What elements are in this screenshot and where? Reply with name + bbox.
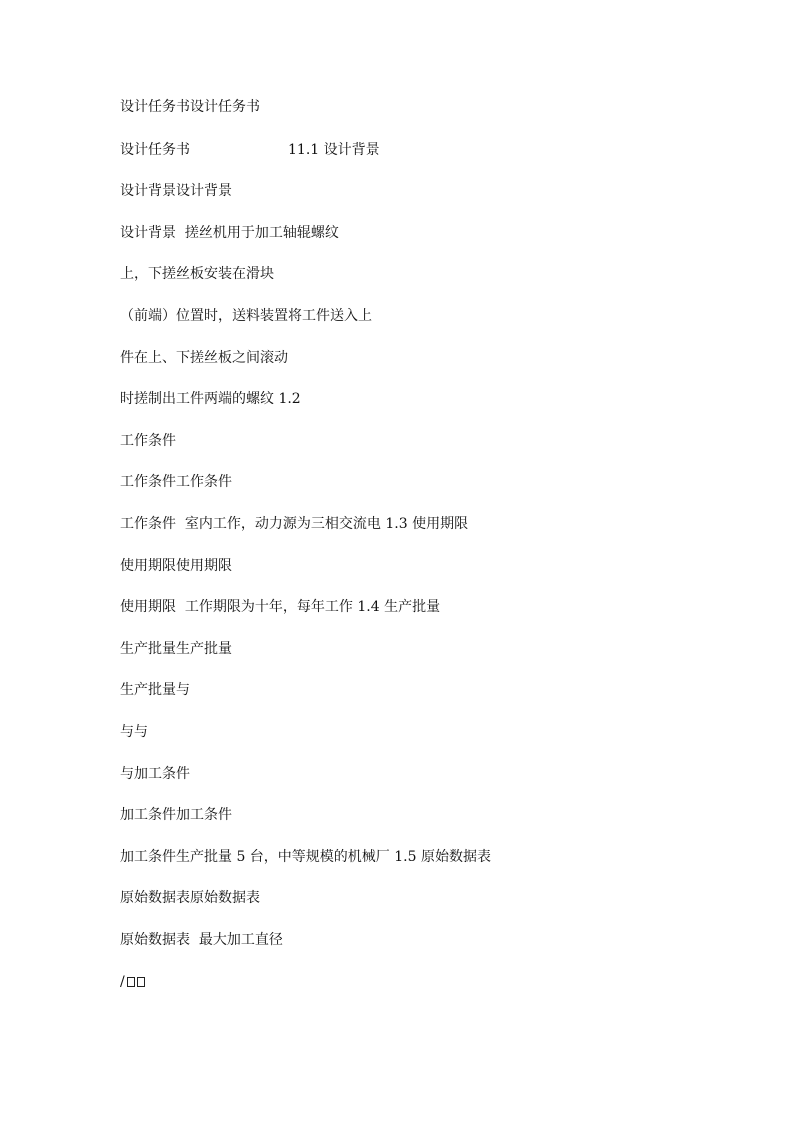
text-line-11: 工作条件 室内工作，动力源为三相交流电 1.3 使用期限 <box>120 516 469 532</box>
text-line-15: 生产批量与 <box>120 682 190 698</box>
missing-glyph-icon <box>127 977 135 987</box>
section-heading-design-background: 11.1 设计背景 <box>288 142 380 158</box>
text-line-10: 工作条件工作条件 <box>120 474 232 490</box>
text-line-4: 设计背景 搓丝机用于加工轴辊螺纹 <box>120 225 339 241</box>
text-line-17: 与加工条件 <box>120 766 190 782</box>
text-line-8: 时搓制出工件两端的螺纹 1.2 <box>120 391 301 407</box>
text-line-18: 加工条件加工条件 <box>120 807 232 823</box>
text-line-5: 上，下搓丝板安装在滑块 <box>120 266 274 282</box>
text-line-1: 设计任务书设计任务书 <box>120 99 260 115</box>
text-line-3: 设计背景设计背景 <box>120 183 232 199</box>
text-line-9: 工作条件 <box>120 433 176 449</box>
text-line-20: 原始数据表原始数据表 <box>120 890 260 906</box>
text-line-16: 与与 <box>120 724 148 740</box>
text-line-7: 件在上、下搓丝板之间滚动 <box>120 350 288 366</box>
text-line-14: 生产批量生产批量 <box>120 641 232 657</box>
text-line-13: 使用期限 工作期限为十年，每年工作 1.4 生产批量 <box>120 599 441 615</box>
text-line-2: 设计任务书 <box>120 142 190 158</box>
slash-text: / <box>120 974 125 990</box>
text-line-6: （前端）位置时，送料装置将工件送入上 <box>120 308 372 324</box>
text-line-19: 加工条件生产批量 5 台，中等规模的机械厂 1.5 原始数据表 <box>120 849 491 865</box>
text-line-12: 使用期限使用期限 <box>120 558 232 574</box>
missing-glyph-icon <box>137 977 145 987</box>
text-line-22 <box>120 973 145 991</box>
text-line-21: 原始数据表 最大加工直径 <box>120 932 283 948</box>
